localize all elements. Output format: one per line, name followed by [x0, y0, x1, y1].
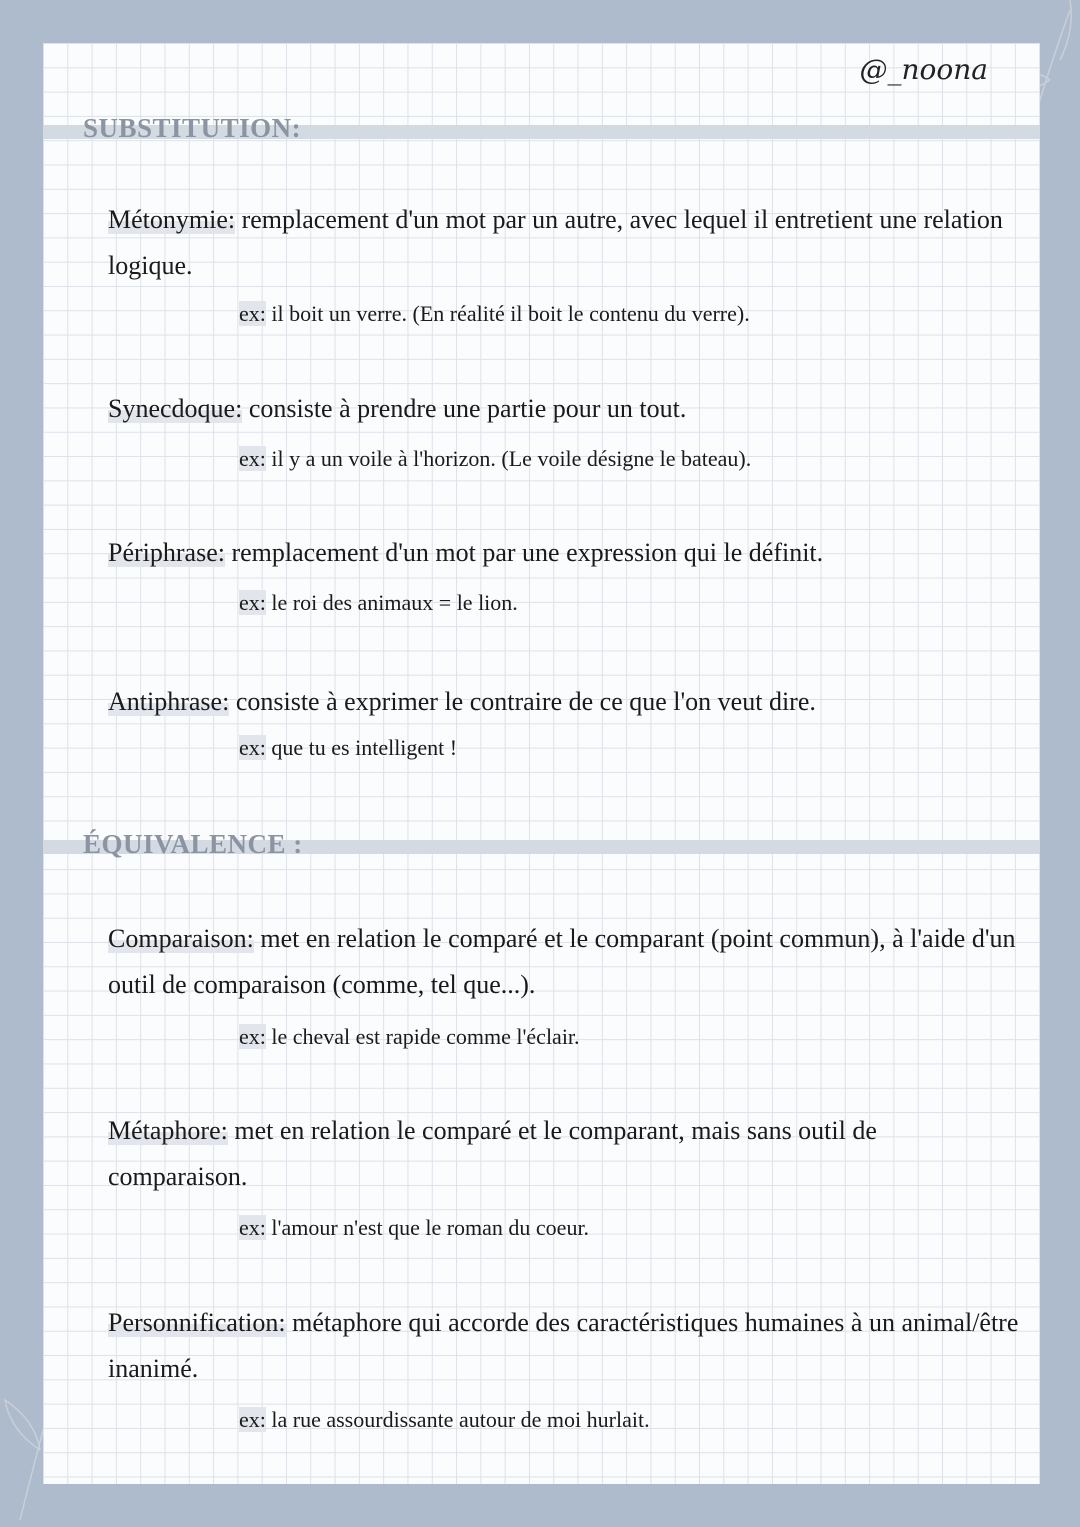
definition-comparaison: [108, 916, 1068, 1008]
example-text: le cheval est rapide comme l'éclair.: [265, 1024, 580, 1049]
definition-synecdoque: [108, 386, 1058, 432]
example-metonymie: [239, 301, 750, 327]
example-label: ex:: [239, 446, 266, 471]
example-metaphore: [239, 1215, 589, 1241]
term: Périphrase:: [108, 538, 225, 567]
example-text: que tu es intelligent !: [265, 735, 458, 760]
definition-text: consiste à prendre une partie pour un tout.: [242, 394, 687, 423]
term: Synecdoque:: [108, 394, 243, 423]
term: Antiphrase:: [108, 687, 230, 716]
example-antiphrase: [239, 735, 457, 761]
example-label: ex:: [239, 1024, 266, 1049]
definition-antiphrase: [108, 679, 1058, 725]
note-page: [43, 43, 1040, 1484]
example-label: ex:: [239, 590, 266, 615]
definition-personnification: [108, 1300, 1068, 1392]
example-text: il boit un verre. (En réalité il boit le contenu du verre).: [265, 301, 750, 326]
author-handle: @_noona: [859, 53, 988, 86]
example-text: la rue assourdissante autour de moi hurlait.: [265, 1407, 650, 1432]
definition-metonymie: [108, 197, 1058, 289]
example-label: ex:: [239, 301, 266, 326]
definition-text: remplacement d'un mot par un autre, avec lequel il entretient une relation logique.: [108, 205, 1003, 280]
example-label: ex:: [239, 1407, 266, 1432]
term: Personnification:: [108, 1308, 286, 1337]
section-title-equivalence: ÉQUIVALENCE :: [83, 829, 303, 859]
example-text: l'amour n'est que le roman du coeur.: [265, 1215, 590, 1240]
term: Métaphore:: [108, 1116, 228, 1145]
definition-text: métaphore qui accorde des caractéristiques humaines à un animal/être inanimé.: [108, 1308, 1019, 1383]
section-title-substitution: SUBSTITUTION:: [83, 113, 302, 143]
definition-text: remplacement d'un mot par une expression qui le définit.: [224, 538, 824, 567]
definition-text: met en relation le comparé et le comparant (point commun), à l'aide d'un outil de comparaison (comme, tel que...).: [108, 924, 1016, 999]
example-label: ex:: [239, 735, 266, 760]
example-comparaison: [239, 1024, 580, 1050]
definition-text: met en relation le comparé et le comparant, mais sans outil de comparaison.: [108, 1116, 877, 1191]
example-label: ex:: [239, 1215, 266, 1240]
example-text: le roi des animaux = le lion.: [265, 590, 518, 615]
example-text: il y a un voile à l'horizon. (Le voile désigne le bateau).: [265, 446, 752, 471]
example-personnification: [239, 1407, 650, 1433]
example-periphrase: [239, 590, 518, 616]
definition-text: consiste à exprimer le contraire de ce que l'on veut dire.: [229, 687, 816, 716]
definition-periphrase: [108, 530, 1058, 576]
definition-metaphore: [108, 1108, 988, 1200]
term: Comparaison:: [108, 924, 254, 953]
example-synecdoque: [239, 446, 751, 472]
term: Métonymie:: [108, 205, 236, 234]
